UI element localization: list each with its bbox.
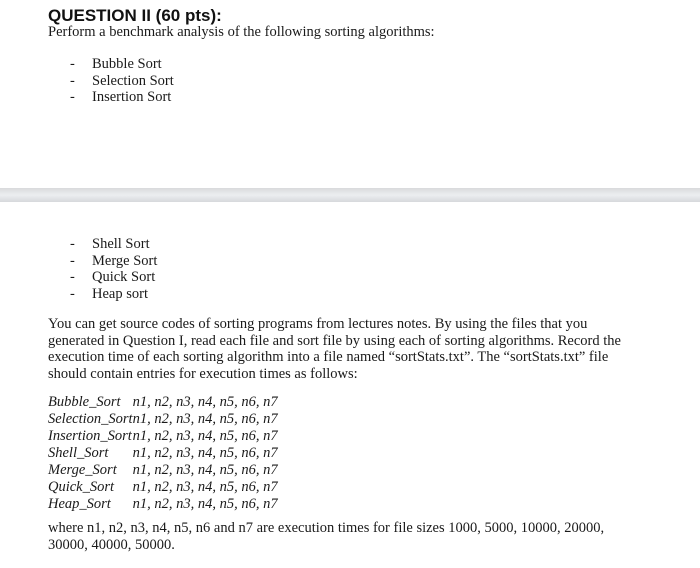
algorithm-name: Quick_Sort [48, 479, 115, 495]
table-row [48, 394, 278, 411]
footer-line: where n1, n2, n3, n4, n5, n6 and n7 are execution times for file sizes 1000, 5000, 10000, 20000, [48, 520, 605, 536]
bullet-dash: - [70, 252, 75, 269]
list-item [68, 286, 157, 303]
execution-times: n1, n2, n3, n4, n5, n6, n7 [132, 496, 278, 512]
execution-times: n1, n2, n3, n4, n5, n6, n7 [132, 479, 278, 495]
instructions-paragraph [48, 316, 621, 382]
algorithm-list-page1 [68, 56, 174, 106]
bullet-dash: - [70, 56, 75, 72]
question-intro: Perform a benchmark analysis of the following sorting algorithms: [48, 24, 435, 40]
execution-times: n1, n2, n3, n4, n5, n6, n7 [132, 445, 278, 461]
document-page-1 [0, 0, 700, 189]
paragraph-line: You can get source codes of sorting programs from lectures notes. By using the files that you [48, 316, 588, 332]
bullet-dash: - [70, 236, 75, 252]
execution-times: n1, n2, n3, n4, n5, n6, n7 [132, 411, 278, 427]
algorithm-name: Insertion_Sort [48, 428, 132, 444]
list-item [68, 73, 174, 90]
algorithm-name: Heap_Sort [48, 496, 111, 512]
question-title: QUESTION II (60 pts): [48, 6, 222, 25]
algorithm-name: Shell_Sort [48, 445, 109, 461]
table-row [48, 445, 278, 462]
list-item-label: Shell Sort [92, 236, 150, 252]
table-row [48, 462, 278, 479]
footer-line: 30000, 40000, 50000. [48, 537, 175, 553]
algorithm-name: Selection_Sort [48, 411, 133, 427]
bullet-dash: - [70, 89, 75, 105]
list-item [68, 253, 157, 270]
algorithm-name: Bubble_Sort [48, 394, 121, 410]
list-item [68, 89, 174, 106]
algorithm-list-page2 [68, 236, 157, 302]
paragraph-line: should contain entries for execution times as follows: [48, 365, 358, 382]
execution-times: n1, n2, n3, n4, n5, n6, n7 [132, 428, 278, 444]
table-row [48, 411, 278, 428]
algorithm-name: Merge_Sort [48, 462, 117, 478]
list-item [68, 269, 157, 286]
execution-times: n1, n2, n3, n4, n5, n6, n7 [132, 462, 278, 478]
sort-stats-table [48, 394, 278, 513]
page-gap [0, 188, 700, 202]
bullet-dash: - [70, 269, 75, 285]
table-row [48, 496, 278, 513]
table-row [48, 479, 278, 496]
document-page-2 [0, 202, 700, 568]
list-item-label: Heap sort [92, 285, 148, 302]
table-row [48, 428, 278, 445]
list-item-label: Insertion Sort [92, 89, 172, 105]
list-item-label: Merge Sort [92, 252, 158, 269]
execution-times: n1, n2, n3, n4, n5, n6, n7 [132, 394, 278, 410]
list-item-label: Quick Sort [92, 269, 156, 285]
paragraph-line: execution time of each sorting algorithm into a file named “sortStats.txt”. The “sortStats.txt” file [48, 349, 609, 365]
bullet-dash: - [70, 285, 75, 302]
list-item [68, 56, 174, 73]
paragraph-line: generated in Question I, read each file and sort file by using each of sorting algorithms. Record the [48, 332, 621, 349]
list-item-label: Selection Sort [92, 72, 174, 89]
list-item-label: Bubble Sort [92, 56, 162, 72]
list-item [68, 236, 157, 253]
bullet-dash: - [70, 72, 75, 89]
file-sizes-note [48, 520, 628, 554]
